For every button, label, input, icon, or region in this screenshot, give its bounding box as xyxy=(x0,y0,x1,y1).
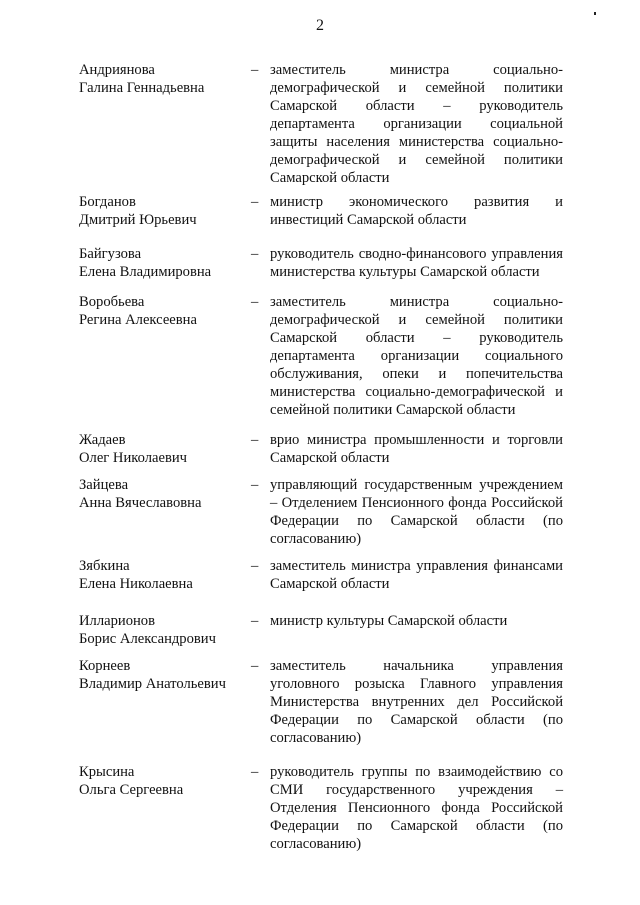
person-name xyxy=(79,657,249,693)
given-names: Регина Алексеевна xyxy=(79,312,197,328)
given-names: Владимир Анатольевич xyxy=(79,676,226,692)
given-names: Елена Николаевна xyxy=(79,576,193,592)
surname: Богданов xyxy=(79,194,136,210)
given-names: Анна Вячеславовна xyxy=(79,495,202,511)
position-description: врио министра промышленности и торговли Самарской области xyxy=(270,432,563,466)
dash: – xyxy=(251,194,259,210)
position-description: министр экономического развития и инвестиций Самарской области xyxy=(270,194,563,228)
person-name xyxy=(79,476,249,512)
position-description: руководитель группы по взаимодействию со СМИ государственного учреждения – Отделения Пенсионного фонда Российской Федерации по Самарской области (по согласованию) xyxy=(270,764,563,852)
surname: Байгузова xyxy=(79,246,142,262)
person-name xyxy=(79,245,249,281)
given-names: Борис Александрович xyxy=(79,631,216,647)
position-description: министр культуры Самарской области xyxy=(270,613,508,629)
dash: – xyxy=(251,658,259,674)
surname: Андриянова xyxy=(79,62,155,78)
surname: Корнеев xyxy=(79,658,131,674)
position-description: руководитель сводно-финансового управления министерства культуры Самарской области xyxy=(270,246,563,280)
dash: – xyxy=(251,613,259,629)
surname: Воробьева xyxy=(79,294,145,310)
surname: Илларионов xyxy=(79,613,155,629)
surname: Жадаев xyxy=(79,432,126,448)
dash: – xyxy=(251,432,259,448)
person-name xyxy=(79,61,249,97)
person-name xyxy=(79,763,249,799)
dash: – xyxy=(251,294,259,310)
given-names: Олег Николаевич xyxy=(79,450,188,466)
dash: – xyxy=(251,62,259,78)
person-name xyxy=(79,431,249,467)
dash: – xyxy=(251,477,259,493)
surname: Крысина xyxy=(79,764,135,780)
position-description: заместитель министра социально-демографической и семейной политики Самарской области – руководитель департамента организации социального обслуживания, опеки и попечительства министерства социально-демографической и семейной политики Самарской области xyxy=(270,294,563,418)
person-name xyxy=(79,293,249,329)
given-names: Дмитрий Юрьевич xyxy=(79,212,197,228)
given-names: Елена Владимировна xyxy=(79,264,212,280)
given-names: Ольга Сергеевна xyxy=(79,782,184,798)
surname: Зябкина xyxy=(79,558,130,574)
scan-mark xyxy=(594,12,596,15)
position-description: заместитель министра социально-демографической и семейной политики Самарской области – руководитель департамента организации социальной защиты населения министерства социально-демографической и семейной политики Самарской области xyxy=(270,62,563,186)
given-names: Галина Геннадьевна xyxy=(79,80,205,96)
surname: Зайцева xyxy=(79,477,129,493)
person-name xyxy=(79,193,249,229)
dash: – xyxy=(251,764,259,780)
dash: – xyxy=(251,558,259,574)
person-name xyxy=(79,612,249,648)
position-description: заместитель министра управления финансами Самарской области xyxy=(270,558,563,592)
position-description: управляющий государственным учреждением – Отделением Пенсионного фонда Российской Федерации по Самарской области (по согласованию) xyxy=(270,477,563,547)
person-name xyxy=(79,557,249,593)
page-number: 2 xyxy=(316,17,324,34)
position-description: заместитель начальника управления уголовного розыска Главного управления Министерства внутренних дел Российской Федерации по Самарской области (по согласованию) xyxy=(270,658,563,746)
dash: – xyxy=(251,246,259,262)
